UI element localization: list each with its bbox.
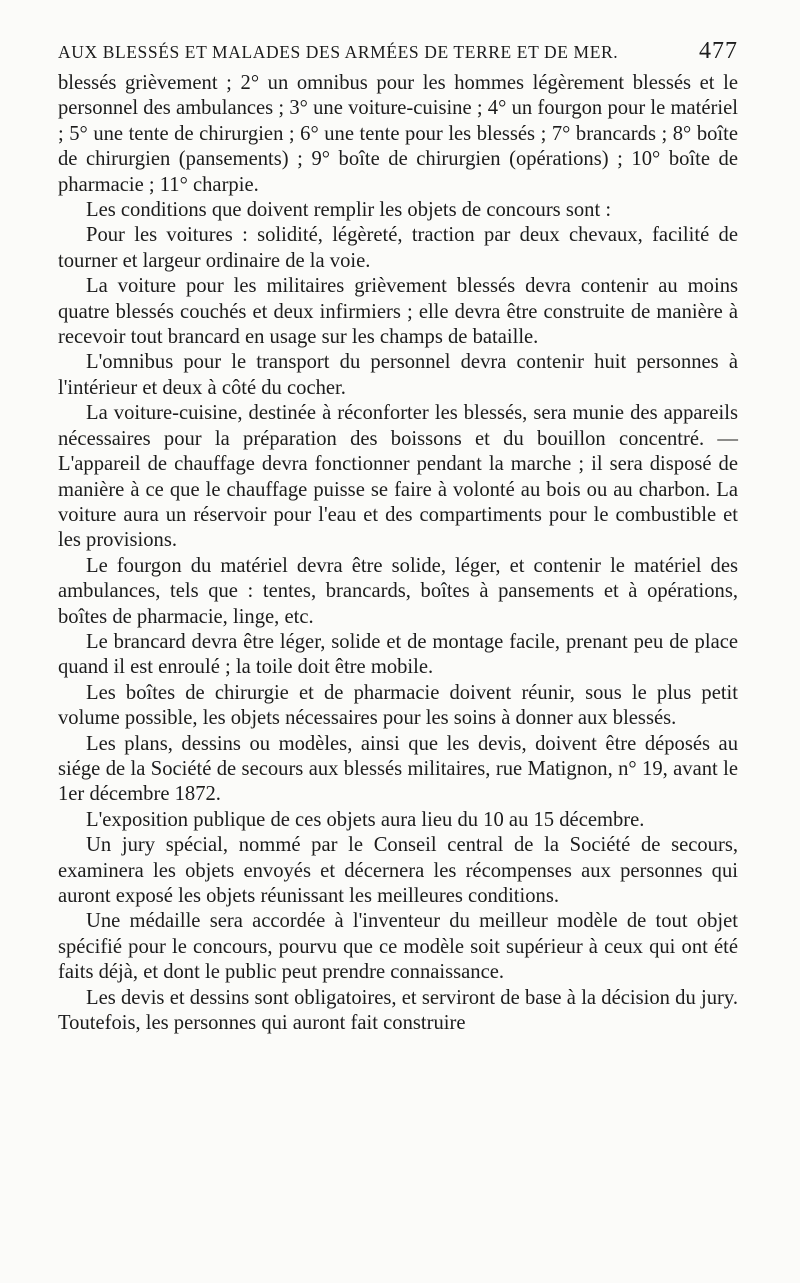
paragraph: Un jury spécial, nommé par le Conseil central de la Société de secours, examinera les objets envoyés et décernera les récompenses aux personnes qui auront exposé les objets réunissant les meilleures conditions. bbox=[58, 834, 738, 907]
running-header bbox=[58, 38, 738, 65]
paragraph: Les boîtes de chirurgie et de pharmacie doivent réunir, sous le plus petit volume possible, les objets nécessaires pour les soins à donner aux blessés. bbox=[58, 681, 738, 730]
paragraph: Pour les voitures : solidité, légèreté, traction par deux chevaux, facilité de tourner et largeur ordinaire de la voie. bbox=[58, 224, 738, 272]
paragraph: Les conditions que doivent remplir les objets de concours sont : bbox=[86, 199, 612, 222]
running-title: AUX BLESSÉS ET MALADES DES ARMÉES DE TERRE ET DE MER. bbox=[58, 42, 619, 62]
paragraph: Les plans, dessins ou modèles, ainsi que les devis, doivent être déposés au siége de la Société de secours aux blessés militaires, rue Matignon, n° 19, avant le 1er décembre 1872. bbox=[58, 732, 738, 806]
paragraph: L'omnibus pour le transport du personnel devra contenir huit personnes à l'intérieur et deux à côté du cocher. bbox=[58, 351, 738, 399]
paragraph: Les devis et dessins sont obligatoires, et serviront de base à la décision du jury. Toutefois, les personnes qui auront fait construire bbox=[58, 986, 738, 1035]
body-text bbox=[58, 71, 738, 1036]
paragraph: Le brancard devra être léger, solide et de montage facile, prenant peu de place quand il est enroulé ; la toile doit être mobile. bbox=[58, 630, 738, 679]
paragraph: Une médaille sera accordée à l'inventeur du meilleur modèle de tout objet spécifié pour le concours, pourvu que ce modèle soit supérieur à ceux qui ont été faits déjà, et dont le public peut prendre connaissance. bbox=[58, 910, 738, 984]
paragraph: L'exposition publique de ces objets aura lieu du 10 au 15 décembre. bbox=[86, 808, 645, 831]
paragraph: La voiture-cuisine, destinée à réconforter les blessés, sera munie des appareils nécessaires pour la préparation des boissons et du bouillon concentré. — L'appareil de chauffage devra fonctionner pendant la marche ; il sera disposé de manière à ce que le chauffage puisse se faire à volonté au bois ou au charbon. La voiture aura un réservoir pour l'eau et des compartiments pour le combustible et les provisions. bbox=[58, 402, 738, 552]
paragraph: La voiture pour les militaires grièvement blessés devra contenir au moins quatre blessés couchés et deux infirmiers ; elle devra être construite de manière à recevoir tout brancard en usage sur les champs de bataille. bbox=[58, 275, 738, 349]
paragraph: blessés grièvement ; 2° un omnibus pour les hommes légèrement blessés et le personnel des ambulances ; 3° une voiture-cuisine ; 4° un fourgon pour le matériel ; 5° une tente de chirurgien ; 6° une tente pour les blessés ; 7° brancards ; 8° boîte de chirurgien (pansements) ; 9° boîte de chirurgien (opérations) ; 10° boîte de pharmacie ; 11° charpie. bbox=[58, 72, 738, 196]
paragraph: Le fourgon du matériel devra être solide, léger, et contenir le matériel des ambulances, tels que : tentes, brancards, boîtes à pansements et à opérations, boîtes de pharmacie, linge, etc. bbox=[58, 554, 738, 628]
page-number: 477 bbox=[699, 38, 738, 64]
